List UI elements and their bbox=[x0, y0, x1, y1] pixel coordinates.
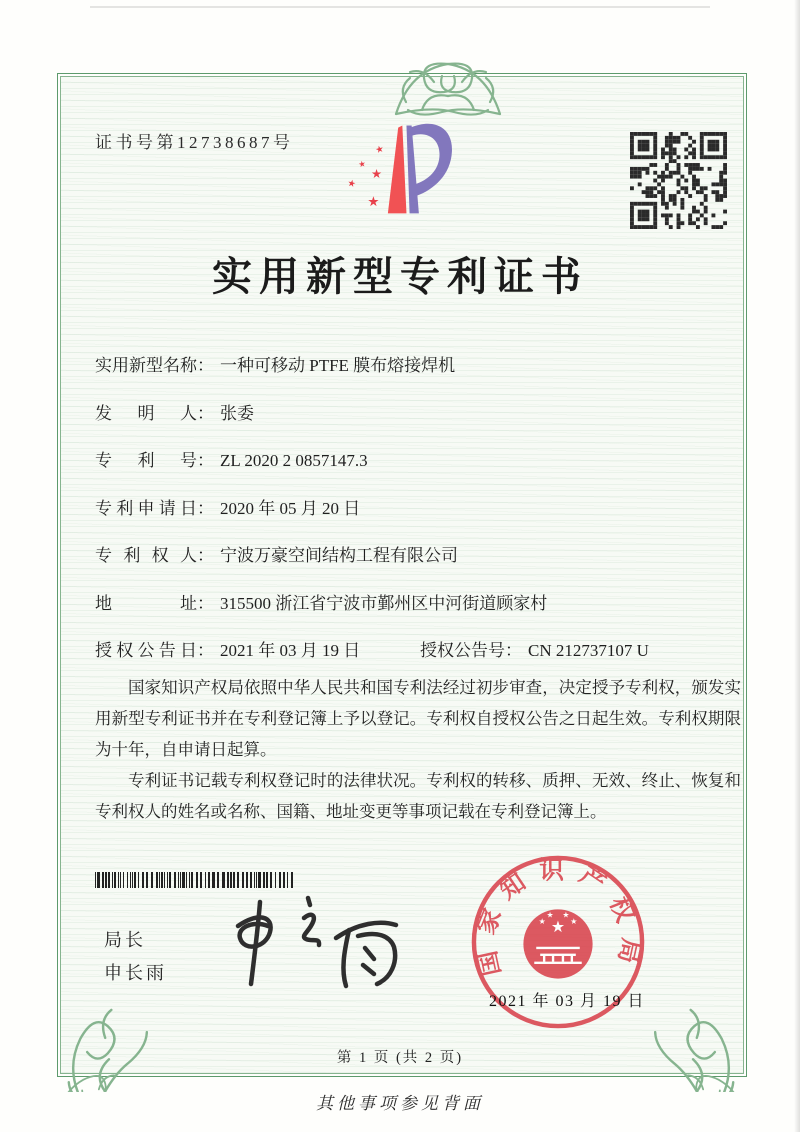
svg-text:★: ★ bbox=[546, 910, 554, 920]
legal-paragraphs bbox=[95, 672, 741, 827]
svg-text:★: ★ bbox=[370, 166, 383, 182]
field-label: 地址 bbox=[95, 593, 197, 613]
svg-text:★: ★ bbox=[550, 917, 566, 937]
scan-edge-shadow bbox=[794, 0, 800, 1132]
legal-paragraph: 专利证书记载专利权登记时的法律状况。专利权的转移、质押、无效、终止、恢复和专利权人的姓名或名称、国籍、地址变更等事项记载在专利登记簿上。 bbox=[95, 771, 741, 821]
field-label: 授权公告日 bbox=[95, 641, 197, 660]
field-value: ZL 2020 2 0857147.3 bbox=[220, 451, 368, 470]
svg-text:★: ★ bbox=[570, 917, 578, 927]
certificate-number: 证书号第12738687号 bbox=[95, 133, 294, 152]
seal-date: 2021 年 03 月 19 日 bbox=[489, 993, 646, 1010]
certificate-title: 实用新型专利证书 bbox=[212, 254, 588, 299]
handwritten-signature bbox=[208, 886, 408, 998]
field-label: 授权公告号 bbox=[420, 641, 505, 660]
svg-text:★: ★ bbox=[538, 917, 546, 927]
officer-role: 局长 bbox=[104, 930, 146, 950]
field-label: 实用新型名称 bbox=[95, 356, 197, 375]
field-colon: ： bbox=[197, 498, 214, 518]
officer-block bbox=[104, 924, 167, 990]
field-value: 张委 bbox=[220, 403, 254, 423]
field-colon: ： bbox=[197, 356, 214, 375]
back-side-note: 其他事项参见背面 bbox=[316, 1094, 484, 1113]
svg-text:★: ★ bbox=[357, 158, 367, 170]
field-row bbox=[95, 494, 745, 518]
qr-code-icon bbox=[630, 132, 727, 229]
field-label: 发明人 bbox=[95, 403, 197, 423]
page-number: 第 1 页 (共 2 页) bbox=[336, 1050, 464, 1066]
legal-paragraph: 国家知识产权局依照中华人民共和国专利法经过初步审查，决定授予专利权，颁发实用新型专利证书并在专利登记簿上予以登记。专利权自授权公告之日起生效。专利权期限为十年，自申请日起算。 bbox=[95, 678, 741, 759]
field-label: 专利号 bbox=[95, 451, 197, 470]
field-row bbox=[95, 446, 745, 470]
field-colon: ： bbox=[197, 451, 214, 470]
field-colon: ： bbox=[505, 641, 522, 660]
svg-text:★: ★ bbox=[562, 910, 570, 920]
field-value: 315500 浙江省宁波市鄞州区中河街道顾家村 bbox=[220, 593, 548, 613]
field-value: 2020 年 05 月 20 日 bbox=[220, 498, 361, 518]
cnipa-logo-icon bbox=[330, 110, 485, 234]
officer-name: 申长雨 bbox=[104, 963, 167, 983]
field-row bbox=[95, 589, 745, 613]
scan-top-artifact bbox=[90, 6, 710, 8]
seal-ring-text: 国家知识产权局 bbox=[471, 857, 645, 979]
field-colon: ： bbox=[197, 593, 214, 613]
svg-text:★: ★ bbox=[374, 143, 386, 157]
certificate-fields bbox=[95, 351, 745, 684]
svg-text:★: ★ bbox=[367, 195, 380, 211]
field-row bbox=[95, 399, 745, 423]
field-pair-2 bbox=[420, 636, 649, 661]
field-value: 一种可移动 PTFE 膜布熔接焊机 bbox=[220, 356, 456, 375]
field-value: CN 212737107 U bbox=[528, 641, 649, 660]
field-label: 专利权人 bbox=[95, 546, 197, 565]
field-row bbox=[95, 636, 745, 660]
field-colon: ： bbox=[197, 403, 214, 423]
field-colon: ： bbox=[197, 641, 214, 660]
svg-text:★: ★ bbox=[346, 177, 357, 191]
field-colon: ： bbox=[197, 546, 214, 565]
field-row bbox=[95, 351, 745, 375]
field-label: 专利申请日 bbox=[95, 498, 197, 518]
field-value: 宁波万豪空间结构工程有限公司 bbox=[220, 546, 458, 565]
field-value: 2021 年 03 月 19 日 bbox=[220, 641, 361, 660]
field-row bbox=[95, 541, 745, 565]
national-emblem-icon bbox=[523, 909, 592, 978]
